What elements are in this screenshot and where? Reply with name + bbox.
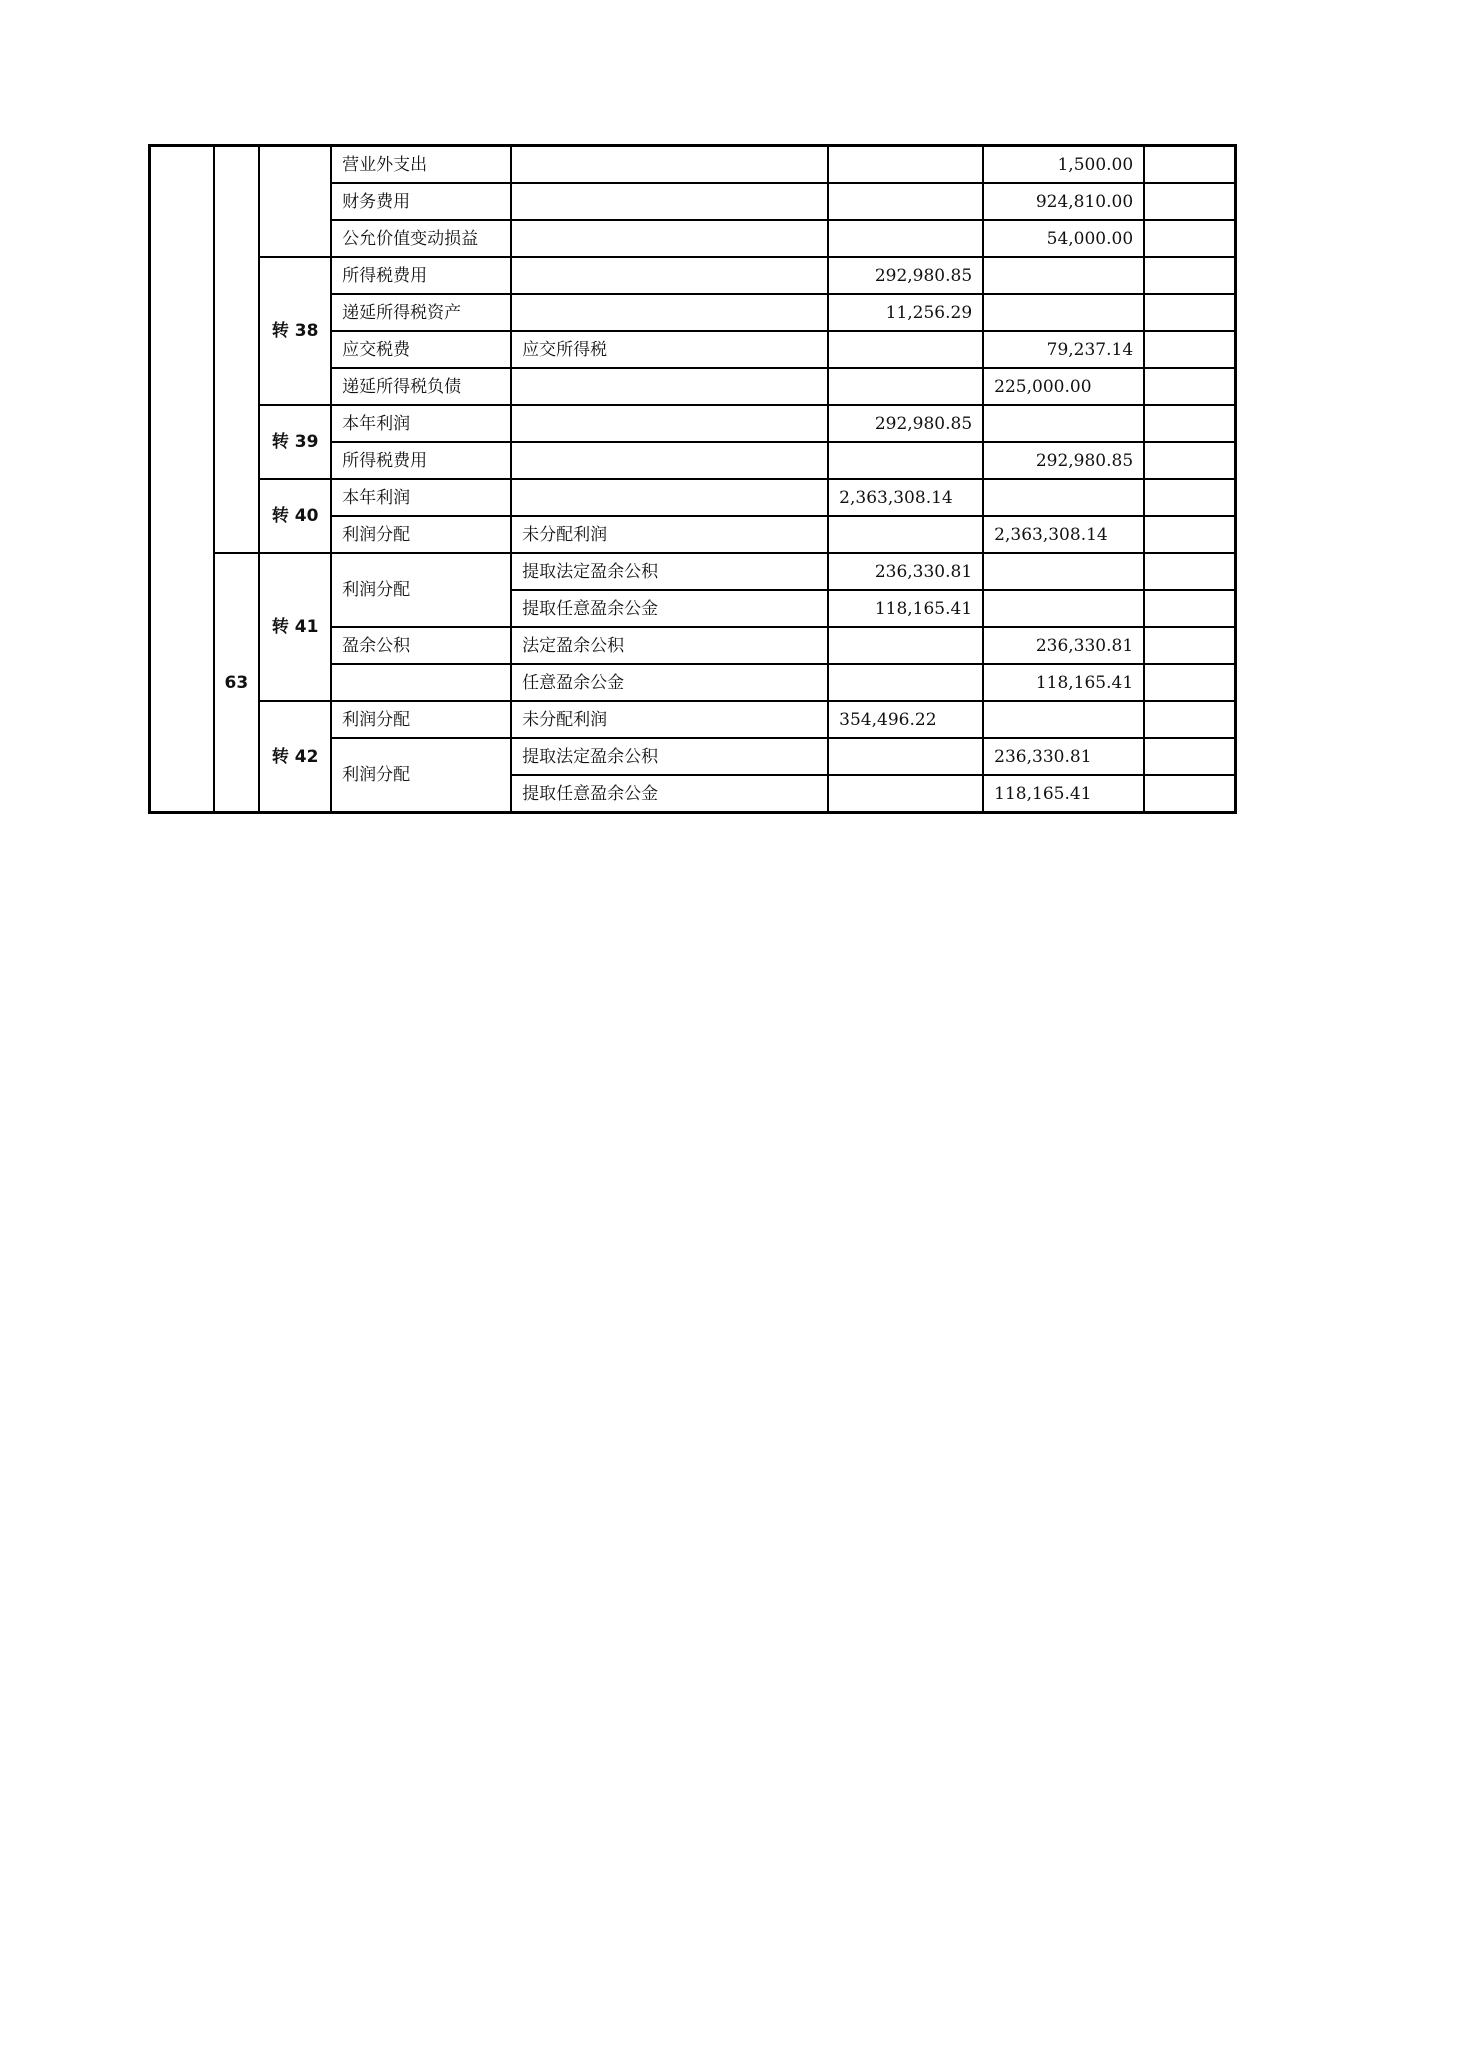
empty-cell bbox=[1144, 775, 1235, 813]
debit-amount-cell bbox=[828, 627, 983, 664]
credit-amount-cell bbox=[983, 479, 1144, 516]
table-row bbox=[150, 146, 1236, 184]
empty-cell bbox=[1144, 146, 1235, 184]
credit-amount-cell bbox=[983, 701, 1144, 738]
account-cell: 营业外支出 bbox=[331, 146, 511, 184]
transfer-number-cell: 转 39 bbox=[259, 405, 331, 479]
sub-account-cell bbox=[511, 220, 828, 257]
table-row bbox=[150, 257, 1236, 294]
journal-table bbox=[148, 144, 1237, 814]
debit-amount-cell bbox=[828, 331, 983, 368]
sub-account-cell: 法定盈余公积 bbox=[511, 627, 828, 664]
empty-cell bbox=[1144, 738, 1235, 775]
voucher-number-cell bbox=[214, 146, 260, 554]
credit-amount-cell: 79,237.14 bbox=[983, 331, 1144, 368]
credit-amount-cell: 118,165.41 bbox=[983, 775, 1144, 813]
account-cell: 利润分配 bbox=[331, 516, 511, 553]
account-cell: 本年利润 bbox=[331, 405, 511, 442]
account-cell bbox=[331, 664, 511, 701]
sub-account-cell: 未分配利润 bbox=[511, 701, 828, 738]
debit-amount-cell bbox=[828, 664, 983, 701]
account-cell: 本年利润 bbox=[331, 479, 511, 516]
credit-amount-cell bbox=[983, 590, 1144, 627]
account-cell: 公允价值变动损益 bbox=[331, 220, 511, 257]
credit-amount-cell: 292,980.85 bbox=[983, 442, 1144, 479]
debit-amount-cell: 236,330.81 bbox=[828, 553, 983, 590]
credit-amount-cell: 2,363,308.14 bbox=[983, 516, 1144, 553]
account-cell: 递延所得税负债 bbox=[331, 368, 511, 405]
sub-account-cell: 应交所得税 bbox=[511, 331, 828, 368]
debit-amount-cell bbox=[828, 146, 983, 184]
empty-cell bbox=[1144, 331, 1235, 368]
empty-cell bbox=[1144, 516, 1235, 553]
debit-amount-cell: 354,496.22 bbox=[828, 701, 983, 738]
sub-account-cell bbox=[511, 405, 828, 442]
debit-amount-cell bbox=[828, 738, 983, 775]
debit-amount-cell: 11,256.29 bbox=[828, 294, 983, 331]
debit-amount-cell bbox=[828, 220, 983, 257]
credit-amount-cell: 924,810.00 bbox=[983, 183, 1144, 220]
transfer-number-cell bbox=[259, 146, 331, 258]
debit-amount-cell bbox=[828, 183, 983, 220]
sub-account-cell bbox=[511, 442, 828, 479]
transfer-number-cell: 转 41 bbox=[259, 553, 331, 701]
debit-amount-cell bbox=[828, 775, 983, 813]
sub-account-cell bbox=[511, 257, 828, 294]
empty-cell bbox=[1144, 405, 1235, 442]
empty-cell bbox=[1144, 183, 1235, 220]
credit-amount-cell bbox=[983, 553, 1144, 590]
account-cell: 利润分配 bbox=[331, 553, 511, 627]
credit-amount-cell: 1,500.00 bbox=[983, 146, 1144, 184]
sub-account-cell: 任意盈余公金 bbox=[511, 664, 828, 701]
empty-cell bbox=[1144, 257, 1235, 294]
table-row bbox=[150, 553, 1236, 590]
empty-cell bbox=[1144, 590, 1235, 627]
sub-account-cell: 提取任意盈余公金 bbox=[511, 590, 828, 627]
sub-account-cell: 提取法定盈余公积 bbox=[511, 553, 828, 590]
credit-amount-cell: 236,330.81 bbox=[983, 738, 1144, 775]
credit-amount-cell: 236,330.81 bbox=[983, 627, 1144, 664]
empty-cell bbox=[1144, 294, 1235, 331]
transfer-number-cell: 转 38 bbox=[259, 257, 331, 405]
account-cell: 利润分配 bbox=[331, 738, 511, 813]
table-row bbox=[150, 479, 1236, 516]
debit-amount-cell bbox=[828, 368, 983, 405]
debit-amount-cell bbox=[828, 442, 983, 479]
empty-cell bbox=[1144, 664, 1235, 701]
sub-account-cell: 提取法定盈余公积 bbox=[511, 738, 828, 775]
empty-cell bbox=[1144, 627, 1235, 664]
sub-account-cell bbox=[511, 146, 828, 184]
transfer-number-cell: 转 42 bbox=[259, 701, 331, 813]
voucher-number-cell: 63 bbox=[214, 553, 260, 813]
debit-amount-cell: 118,165.41 bbox=[828, 590, 983, 627]
account-cell: 利润分配 bbox=[331, 701, 511, 738]
sub-account-cell: 未分配利润 bbox=[511, 516, 828, 553]
table-row bbox=[150, 701, 1236, 738]
sub-account-cell bbox=[511, 294, 828, 331]
credit-amount-cell bbox=[983, 294, 1144, 331]
account-cell: 递延所得税资产 bbox=[331, 294, 511, 331]
account-cell: 所得税费用 bbox=[331, 257, 511, 294]
sub-account-cell bbox=[511, 368, 828, 405]
account-cell: 盈余公积 bbox=[331, 627, 511, 664]
credit-amount-cell bbox=[983, 405, 1144, 442]
date-cell bbox=[150, 146, 214, 813]
credit-amount-cell: 54,000.00 bbox=[983, 220, 1144, 257]
empty-cell bbox=[1144, 442, 1235, 479]
debit-amount-cell: 292,980.85 bbox=[828, 257, 983, 294]
credit-amount-cell: 118,165.41 bbox=[983, 664, 1144, 701]
debit-amount-cell bbox=[828, 516, 983, 553]
table-row bbox=[150, 405, 1236, 442]
account-cell: 所得税费用 bbox=[331, 442, 511, 479]
empty-cell bbox=[1144, 479, 1235, 516]
debit-amount-cell: 292,980.85 bbox=[828, 405, 983, 442]
sub-account-cell: 提取任意盈余公金 bbox=[511, 775, 828, 813]
empty-cell bbox=[1144, 553, 1235, 590]
empty-cell bbox=[1144, 368, 1235, 405]
sub-account-cell bbox=[511, 183, 828, 220]
empty-cell bbox=[1144, 701, 1235, 738]
account-cell: 财务费用 bbox=[331, 183, 511, 220]
empty-cell bbox=[1144, 220, 1235, 257]
debit-amount-cell: 2,363,308.14 bbox=[828, 479, 983, 516]
account-cell: 应交税费 bbox=[331, 331, 511, 368]
transfer-number-cell: 转 40 bbox=[259, 479, 331, 553]
credit-amount-cell: 225,000.00 bbox=[983, 368, 1144, 405]
sub-account-cell bbox=[511, 479, 828, 516]
credit-amount-cell bbox=[983, 257, 1144, 294]
